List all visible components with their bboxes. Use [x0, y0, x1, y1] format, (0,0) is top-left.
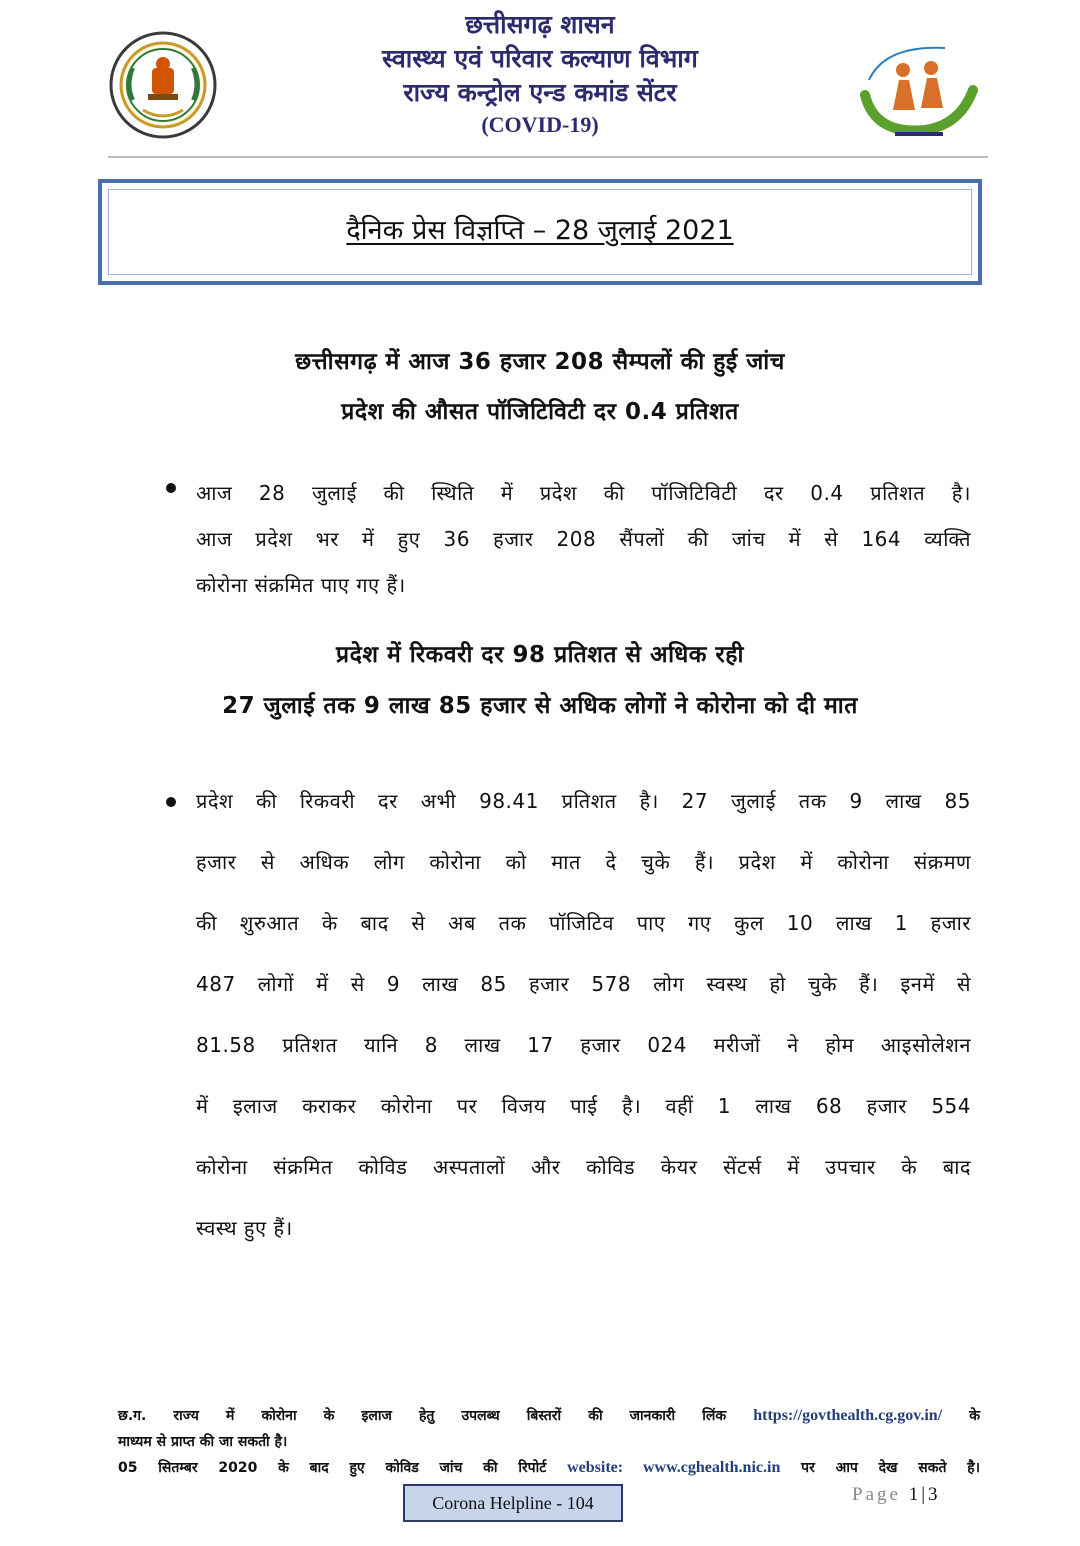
section1-heading-line1: छत्तीसगढ़ में आज 36 हजार 208 सैम्पलों की हुई जांच: [295, 349, 785, 375]
section2-heading-line2: 27 जुलाई तक 9 लाख 85 हजार से अधिक लोगों ने कोरोना को दी मात: [222, 693, 858, 719]
page-number: [852, 1484, 941, 1506]
paragraph-line: आज 28 जुलाई की स्थिति में प्रदेश की पॉजिटिविटी दर 0.4 प्रतिशत है।: [196, 481, 971, 505]
corona-helpline-box: Corona Helpline - 104: [403, 1484, 623, 1522]
footer-note-line1: [118, 1403, 980, 1429]
header-government-name: छत्तीसगढ़ शासन: [465, 10, 615, 39]
section2-bullet-paragraph: [196, 771, 971, 1259]
section1-heading-line2: प्रदेश की औसत पॉजिटिविटी दर 0.4 प्रतिशत: [341, 399, 739, 425]
cghealth-website-link[interactable]: website: www.cghealth.nic.in: [567, 1459, 781, 1476]
section1-bullet-paragraph: [196, 470, 971, 608]
paragraph-line: 487 लोगों में से 9 लाख 85 हजार 578 लोग स्वस्थ हो चुके हैं। इनमें से: [196, 972, 971, 996]
footer-note-line2: माध्यम से प्राप्त की जा सकती है।: [118, 1434, 288, 1450]
page-header: [0, 0, 1080, 160]
page-separator: |: [921, 1484, 928, 1505]
section2-heading-line1: प्रदेश में रिकवरी दर 98 प्रतिशत से अधिक रही: [336, 642, 744, 668]
paragraph-line: 81.58 प्रतिशत यानि 8 लाख 17 हजार 024 मरीजों ने होम आइसोलेशन: [196, 1033, 971, 1057]
title-text: दैनिक प्रेस विज्ञप्ति – 28 जुलाई 2021: [346, 215, 734, 246]
bullet-icon: [166, 797, 176, 807]
page-total: 3: [928, 1484, 941, 1505]
header-department-name: स्वास्थ्य एवं परिवार कल्याण विभाग: [382, 44, 698, 73]
title-box: [98, 179, 982, 285]
paragraph-line: आज प्रदेश भर में हुए 36 हजार 208 सैंपलों की जांच में से 164 व्यक्ति: [196, 527, 971, 551]
footer-note-line3: [118, 1455, 980, 1481]
paragraph-line: हजार से अधिक लोग कोरोना को मात दे चुके हैं। प्रदेश में कोरोना संक्रमण: [196, 850, 971, 874]
footer-note2-text: 05 सितम्बर 2020 के बाद हुए कोविड जांच की रिपोर्ट: [118, 1460, 547, 1476]
footer-note2-suffix: पर आप देख सकते है।: [801, 1460, 980, 1476]
paragraph-line: कोरोना संक्रमित पाए गए हैं।: [196, 573, 406, 597]
header-covid-label: (COVID-19): [481, 112, 599, 137]
header-center-name: राज्य कन्ट्रोल एन्ड कमांड सेंटर: [403, 78, 677, 107]
page-current: 1: [908, 1484, 922, 1505]
footer-note1-suffix: के: [969, 1408, 980, 1424]
header-divider: [108, 156, 988, 158]
govthealth-link[interactable]: https://govthealth.cg.gov.in/: [753, 1407, 943, 1424]
footer-note1-text: छ.ग. राज्य में कोरोना के इलाज हेतु उपलब्ध बिस्तरों की जानकारी लिंक: [118, 1408, 727, 1424]
page-word: Page: [852, 1484, 901, 1505]
chhattisgarh-emblem-icon: [108, 30, 218, 140]
bullet-icon: [166, 483, 176, 493]
paragraph-line: कोरोना संक्रमित कोविड अस्पतालों और कोविड केयर सेंटर्स में उपचार के बाद: [196, 1155, 971, 1179]
paragraph-line: में इलाज कराकर कोरोना पर विजय पाई है। वहीं 1 लाख 68 हजार 554: [196, 1094, 971, 1118]
footer-notes: [118, 1403, 980, 1481]
paragraph-line: स्वस्थ हुए हैं।: [196, 1216, 293, 1240]
press-release-title: [102, 213, 978, 249]
swasth-chhattisgarh-logo-icon: [855, 40, 980, 140]
paragraph-line: की शुरुआत के बाद से अब तक पॉजिटिव पाए गए कुल 10 लाख 1 हजार: [196, 911, 971, 935]
paragraph-line: प्रदेश की रिकवरी दर अभी 98.41 प्रतिशत है। 27 जुलाई तक 9 लाख 85: [196, 789, 971, 813]
